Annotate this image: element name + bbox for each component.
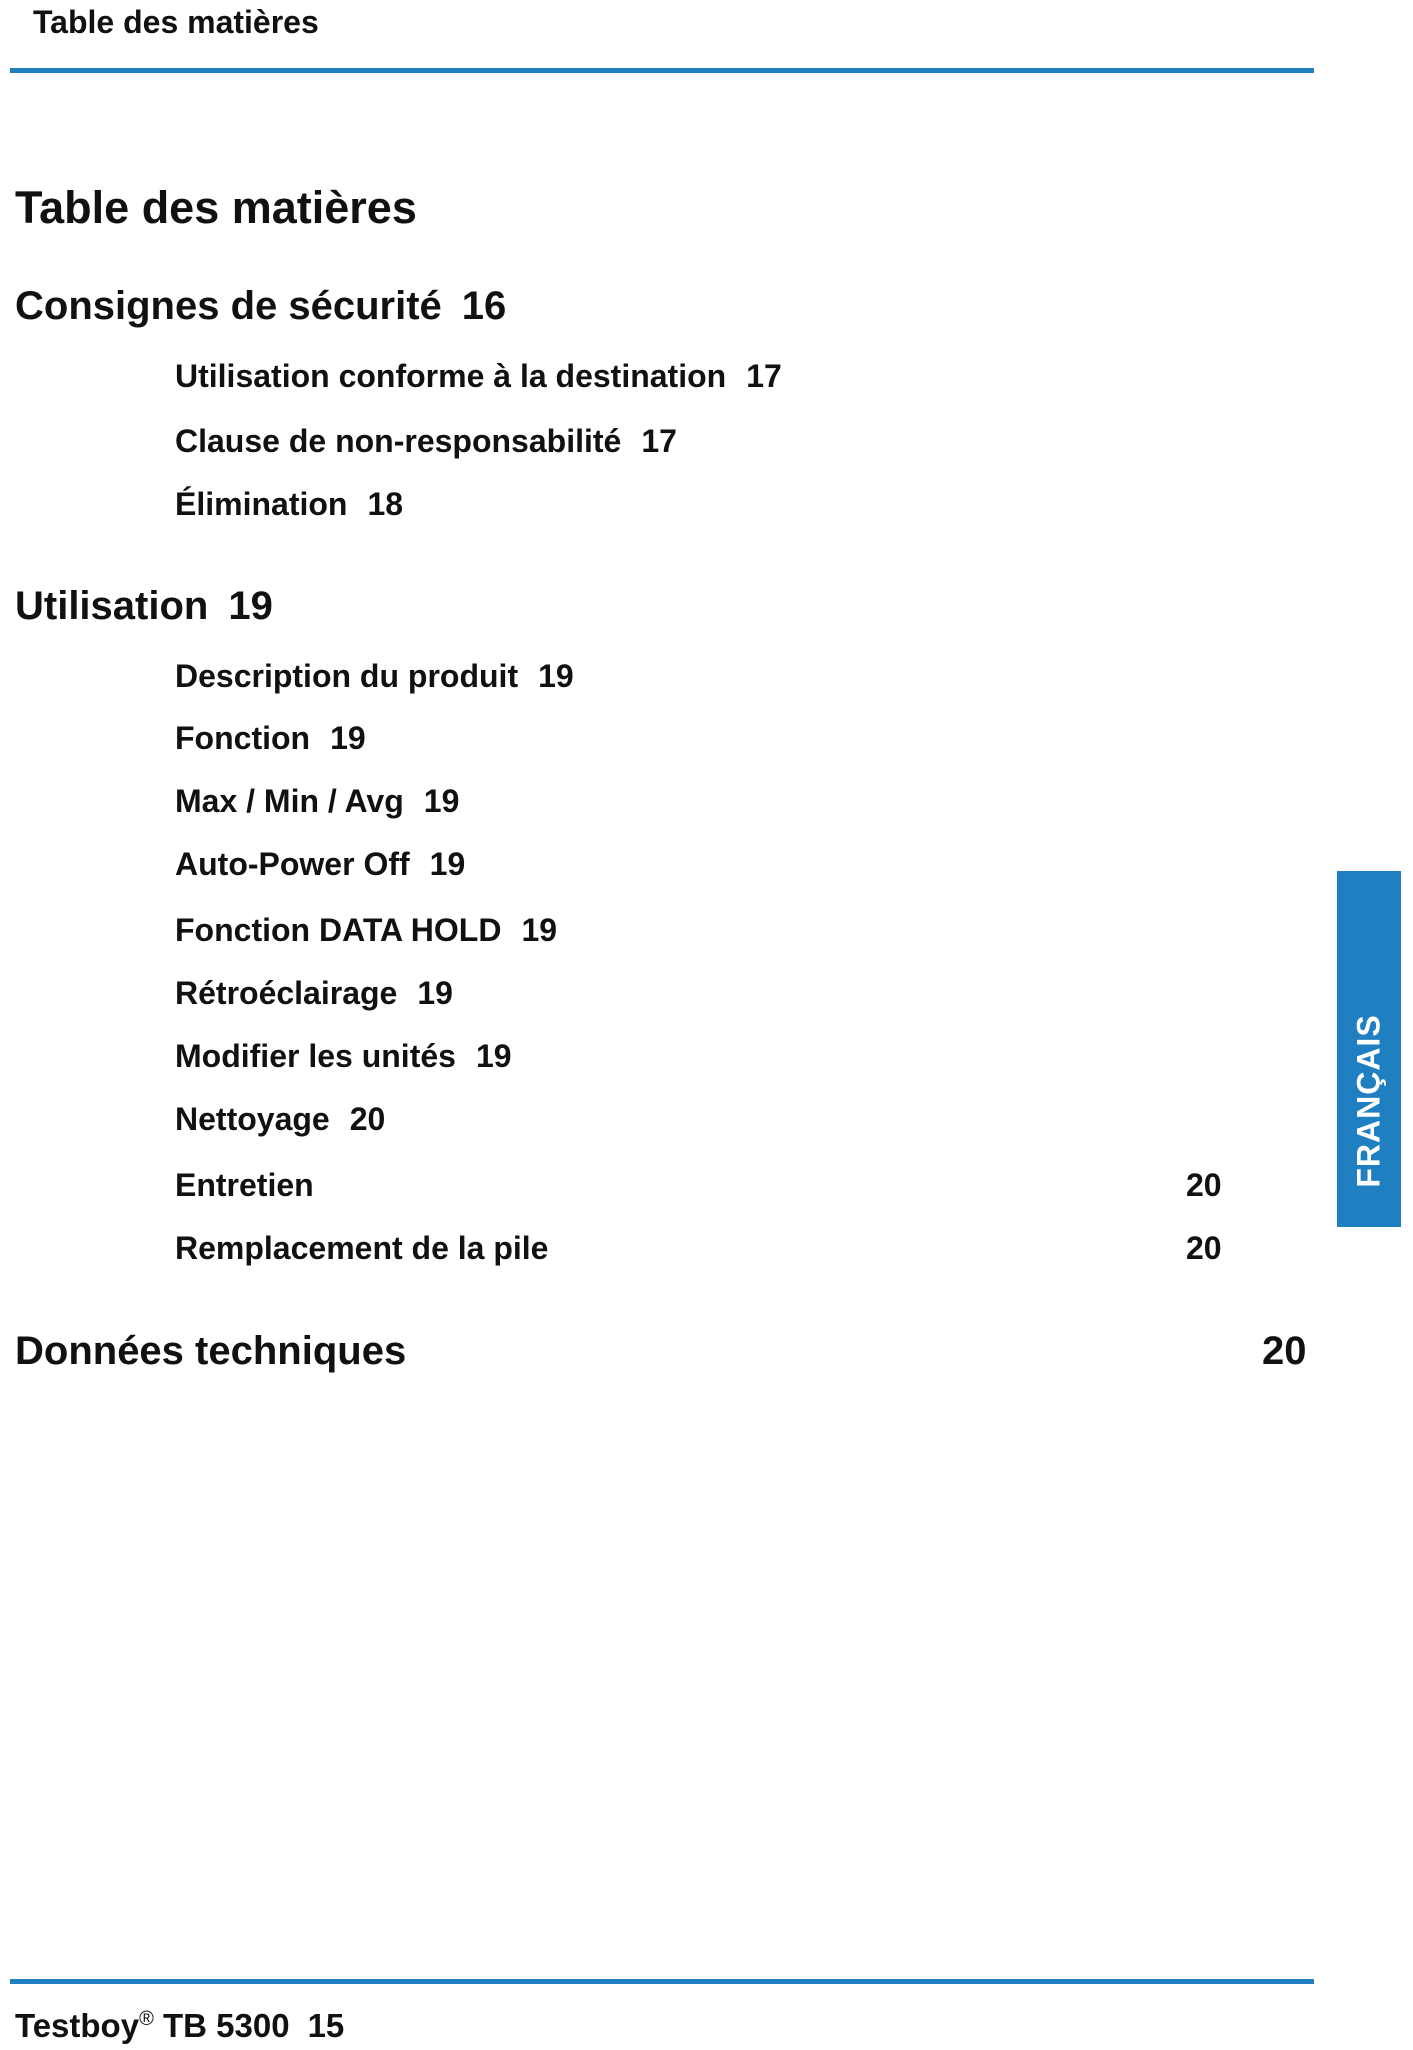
toc-entry-title: Clause de non-responsabilité xyxy=(175,423,622,459)
toc-page-number: 17 xyxy=(746,358,782,394)
toc-page-number: 19 xyxy=(429,846,466,882)
toc-entry-title: Nettoyage xyxy=(175,1101,330,1137)
footer-model: TB 5300 xyxy=(163,2007,290,2044)
toc-entry-title: Utilisation conforme à la destination xyxy=(175,358,727,394)
toc-entry[interactable] xyxy=(175,720,366,757)
language-tab-label: FRANÇAIS xyxy=(1350,1014,1387,1188)
toc-page-number: 17 xyxy=(641,423,677,459)
toc-entry[interactable] xyxy=(175,486,403,523)
toc-page-number: 19 xyxy=(417,975,453,1011)
toc-entry-title: Remplacement de la pile xyxy=(175,1230,549,1266)
toc-entry[interactable] xyxy=(175,783,459,820)
toc-section-title: Utilisation xyxy=(15,584,209,628)
toc-page-number: 19 xyxy=(228,584,273,628)
toc-page-number: 19 xyxy=(330,720,366,756)
toc-entry[interactable] xyxy=(175,1038,512,1075)
toc-entry-title: Élimination xyxy=(175,486,348,522)
toc-entry[interactable] xyxy=(175,846,465,883)
registered-mark: ® xyxy=(139,2008,154,2030)
toc-entry[interactable] xyxy=(175,912,557,949)
footer-page-number: 15 xyxy=(307,2007,345,2044)
toc-entry[interactable] xyxy=(175,1101,385,1138)
toc-section-title: Données techniques xyxy=(15,1329,407,1373)
toc-section-title: Consignes de sécurité xyxy=(15,284,442,328)
toc-entry-title: Entretien xyxy=(175,1167,314,1203)
toc-section-safety[interactable] xyxy=(15,284,506,329)
toc-entry-title: Modifier les unités xyxy=(175,1038,456,1074)
toc-entry-title: Rétroéclairage xyxy=(175,975,398,1011)
toc-page-number: 20 xyxy=(1186,1167,1222,1203)
toc-page-number: 20 xyxy=(349,1101,386,1137)
toc-page-number: 19 xyxy=(423,783,460,819)
toc-title: Table des matières xyxy=(15,182,417,233)
toc-entry-title: Fonction xyxy=(175,720,311,756)
toc-page-number: 19 xyxy=(521,912,558,948)
toc-page-number: 19 xyxy=(538,658,574,694)
toc-page-number: 20 xyxy=(1186,1230,1222,1266)
footer-brand: Testboy xyxy=(15,2007,140,2044)
running-header: Table des matières xyxy=(33,4,319,40)
toc-entry[interactable] xyxy=(175,975,453,1012)
header-rule xyxy=(10,68,1314,73)
toc-section-technical-data[interactable] xyxy=(15,1329,1307,1374)
language-tab xyxy=(1337,871,1401,1227)
footer xyxy=(15,2007,344,2045)
toc-entry-title: Max / Min / Avg xyxy=(175,783,404,819)
toc-section-usage[interactable] xyxy=(15,584,273,629)
toc-page-number: 19 xyxy=(475,1038,512,1074)
toc-page-number: 20 xyxy=(1262,1329,1307,1373)
footer-rule xyxy=(10,1979,1314,1984)
toc-entry[interactable] xyxy=(175,423,677,460)
toc-entry[interactable] xyxy=(175,1230,1222,1267)
toc-entry-title: Description du produit xyxy=(175,658,519,694)
toc-entry[interactable] xyxy=(175,358,782,395)
toc-entry-title: Fonction DATA HOLD xyxy=(175,912,502,948)
toc-entry[interactable] xyxy=(175,1167,1222,1204)
toc-entry-title: Auto-Power Off xyxy=(175,846,410,882)
toc-page-number: 16 xyxy=(461,284,507,328)
toc-page-number: 18 xyxy=(367,486,404,522)
toc-entry[interactable] xyxy=(175,658,574,695)
